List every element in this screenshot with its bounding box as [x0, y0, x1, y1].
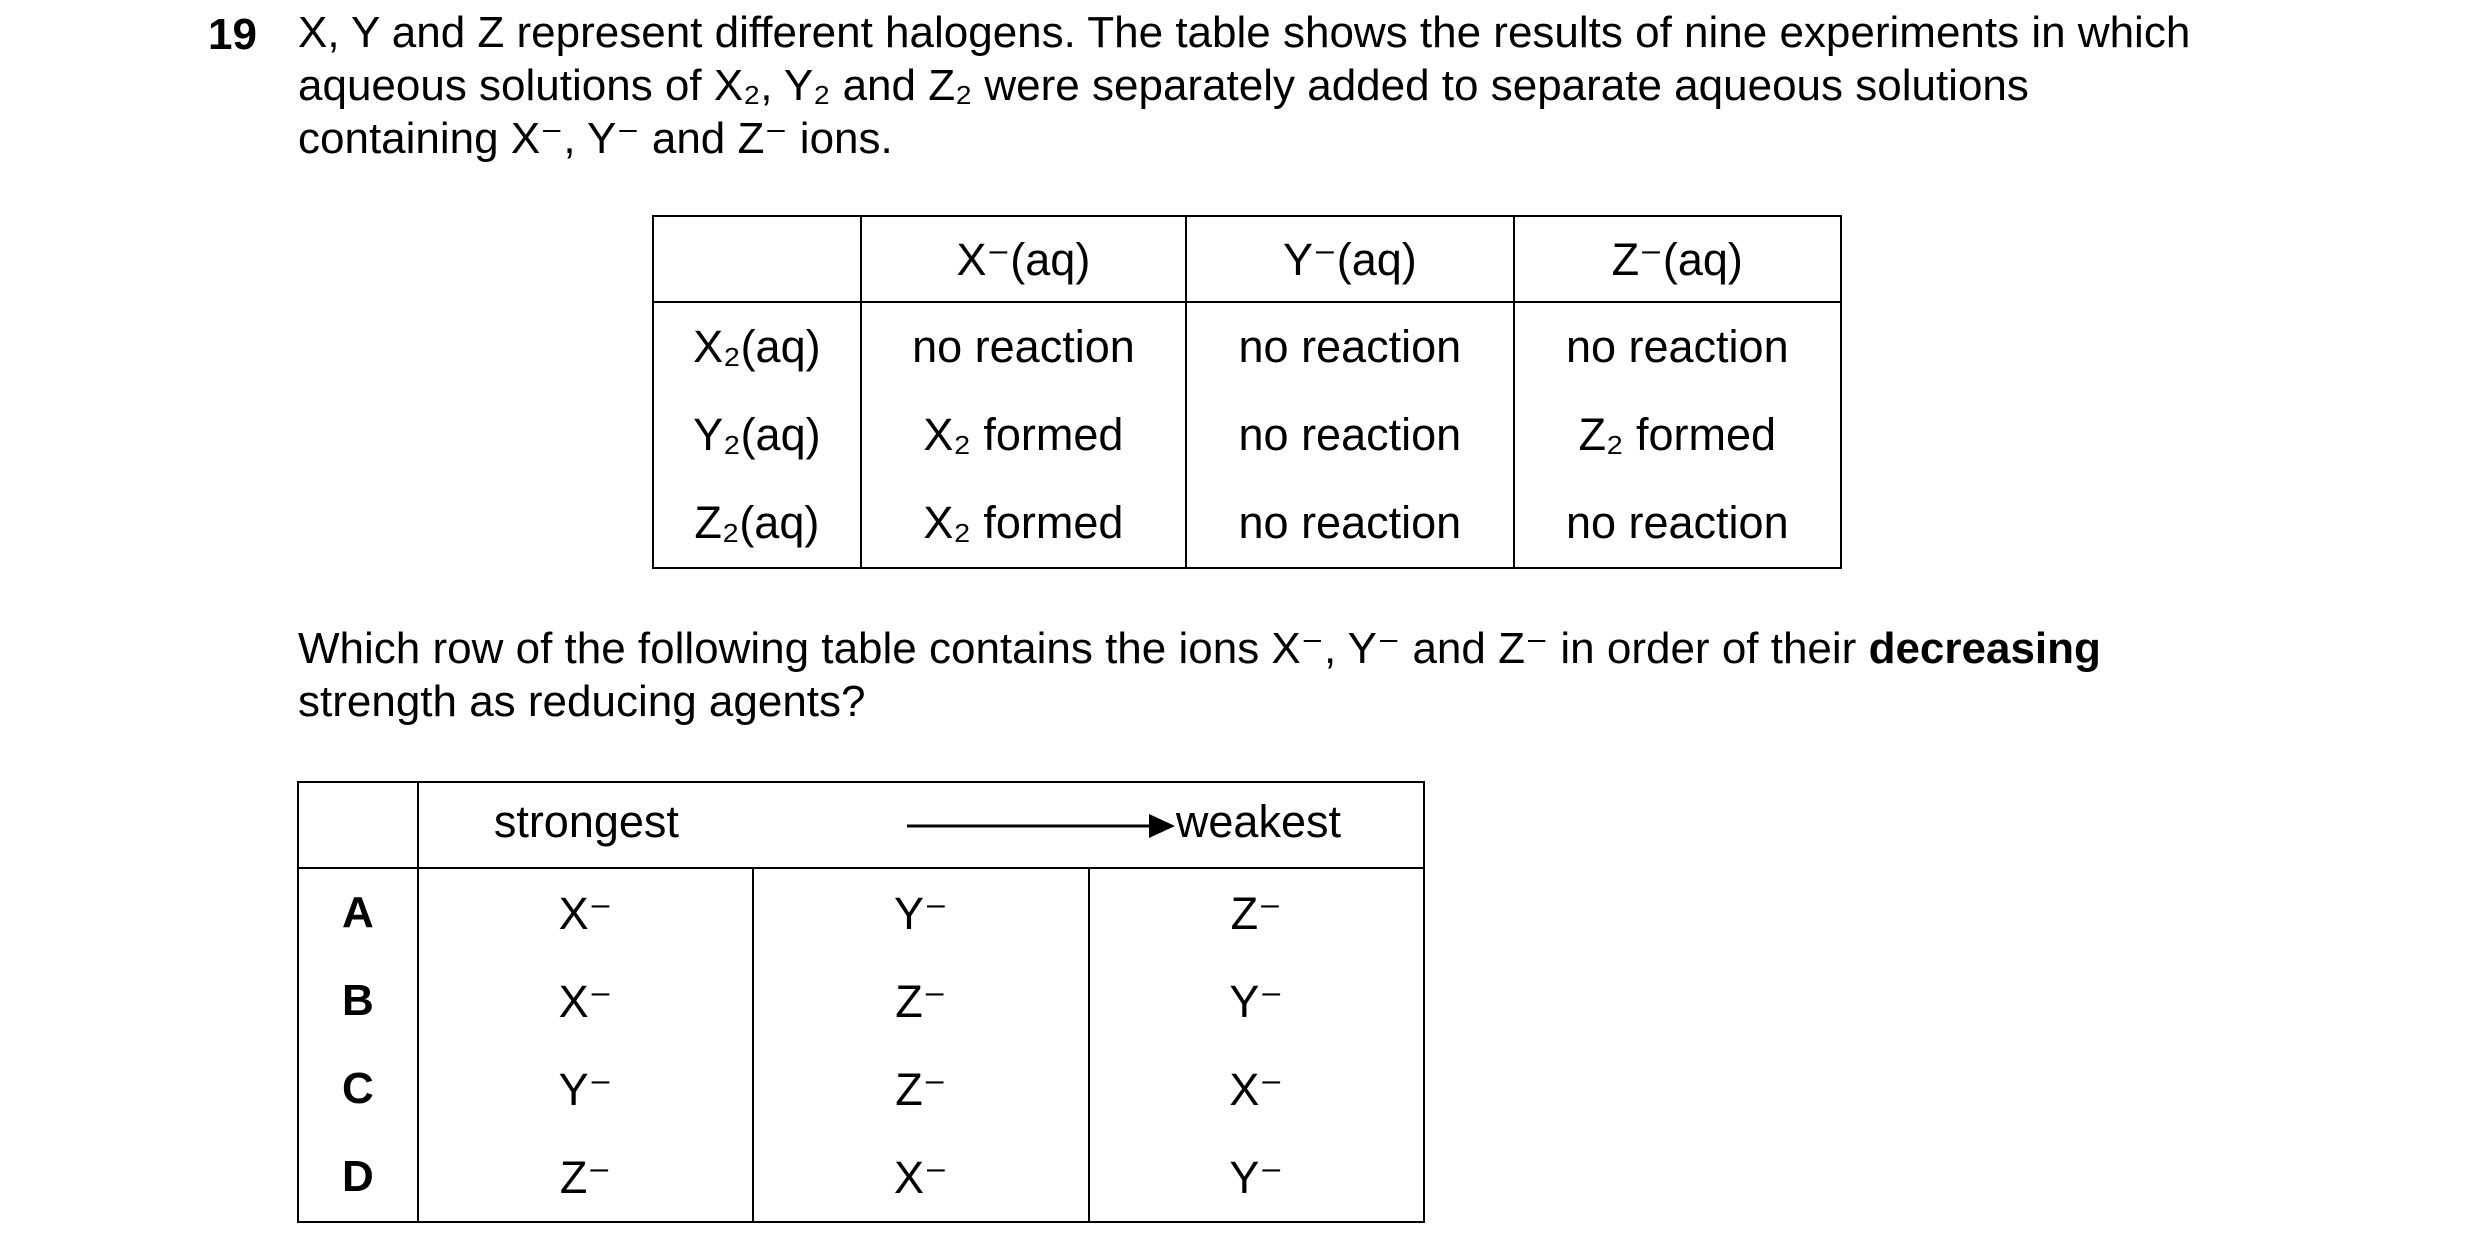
- prompt-emphasis: decreasing: [1868, 624, 2101, 673]
- table-row: [653, 479, 1841, 568]
- order-header: [418, 782, 1424, 868]
- header-cell: Y⁻(aq): [1186, 216, 1513, 302]
- option-row-b[interactable]: [298, 957, 1424, 1045]
- table-row: [653, 302, 1841, 391]
- question-number: 19: [208, 10, 257, 59]
- table-cell: X₂ formed: [861, 479, 1186, 568]
- row-label: X₂(aq): [653, 302, 861, 391]
- option-label[interactable]: A: [298, 868, 418, 957]
- option-cell: Y⁻: [1089, 957, 1424, 1045]
- answer-options-table: [297, 781, 1425, 1223]
- prompt-line-2: strength as reducing agents?: [298, 677, 866, 726]
- stem-line-1: X, Y and Z represent different halogens. The table shows the results of nine experiments in which: [298, 8, 2191, 57]
- option-label[interactable]: B: [298, 957, 418, 1045]
- table-cell: Z₂ formed: [1514, 391, 1841, 479]
- table-cell: no reaction: [1186, 302, 1513, 391]
- table-row: [653, 391, 1841, 479]
- stem-line-2: aqueous solutions of X₂, Y₂ and Z₂ were separately added to separate aqueous solutions: [298, 61, 2029, 110]
- header-cell: Z⁻(aq): [1514, 216, 1841, 302]
- option-cell: Z⁻: [1089, 868, 1424, 957]
- question-stem: [298, 6, 2288, 165]
- option-cell: Z⁻: [418, 1133, 753, 1222]
- stem-line-3: containing X⁻, Y⁻ and Z⁻ ions.: [298, 114, 893, 163]
- weakest-label: weakest: [1175, 795, 1341, 847]
- table-header-row: [653, 216, 1841, 302]
- table-cell: no reaction: [861, 302, 1186, 391]
- option-row-a[interactable]: [298, 868, 1424, 957]
- option-cell: X⁻: [418, 957, 753, 1045]
- option-row-d[interactable]: [298, 1133, 1424, 1222]
- table-cell: X₂ formed: [861, 391, 1186, 479]
- header-cell: [298, 782, 418, 868]
- option-cell: Y⁻: [1089, 1133, 1424, 1222]
- option-cell: Y⁻: [418, 1045, 753, 1133]
- option-cell: X⁻: [753, 1133, 1088, 1222]
- option-cell: X⁻: [418, 868, 753, 957]
- strongest-label: strongest: [493, 795, 679, 847]
- option-cell: Z⁻: [753, 957, 1088, 1045]
- table-cell: no reaction: [1514, 302, 1841, 391]
- row-label: Y₂(aq): [653, 391, 861, 479]
- table-cell: no reaction: [1186, 391, 1513, 479]
- header-cell: X⁻(aq): [861, 216, 1186, 302]
- header-cell: [653, 216, 861, 302]
- prompt-text: Which row of the following table contains the ions X⁻, Y⁻ and Z⁻ in order of their: [298, 624, 1857, 673]
- option-cell: Z⁻: [753, 1045, 1088, 1133]
- option-label[interactable]: C: [298, 1045, 418, 1133]
- row-label: Z₂(aq): [653, 479, 861, 568]
- question-prompt: [298, 622, 2288, 728]
- option-label[interactable]: D: [298, 1133, 418, 1222]
- option-row-c[interactable]: [298, 1045, 1424, 1133]
- option-cell: X⁻: [1089, 1045, 1424, 1133]
- options-header-row: [298, 782, 1424, 868]
- option-cell: Y⁻: [753, 868, 1088, 957]
- reaction-results-table: [652, 215, 1842, 569]
- right-arrow-icon: [907, 811, 1177, 841]
- prompt-line-1: [298, 622, 2288, 675]
- table-cell: no reaction: [1186, 479, 1513, 568]
- table-cell: no reaction: [1514, 479, 1841, 568]
